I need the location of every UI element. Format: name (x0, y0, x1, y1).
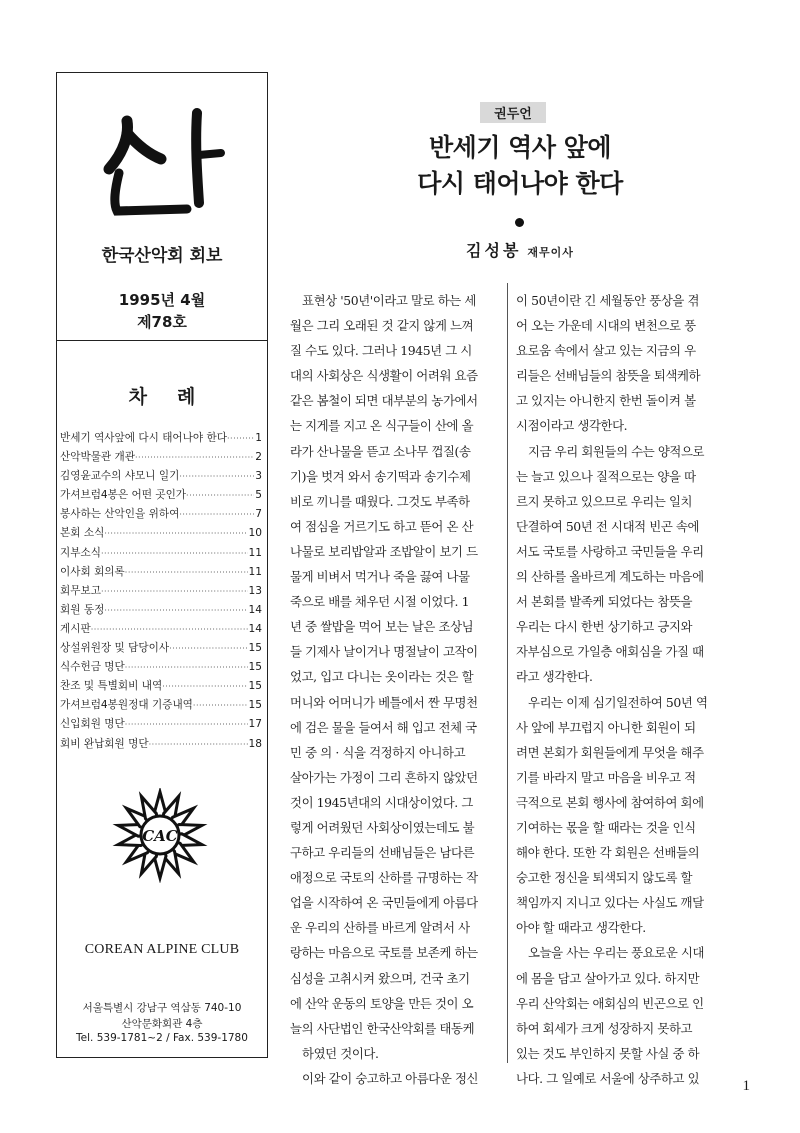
article-line: 들 기제사 날이거나 명절날이 고작이 (290, 644, 478, 660)
toc-entry-title: 가셔브럼4봉원정대 기증내역 (60, 699, 193, 712)
toc-entry (60, 659, 262, 678)
toc-entry-title: 찬조 및 특별회비 내역 (60, 680, 163, 693)
toc-entry-title: 본회 소식 (60, 527, 105, 540)
toc-entry-title: 회비 완납회원 명단 (60, 737, 149, 750)
toc-entry (60, 564, 262, 583)
toc-entry (60, 430, 262, 449)
article-line: 는 늘고 있으나 질적으로는 양을 따 (516, 468, 696, 484)
article-line: 민 중 의 · 식을 걱정하지 아니하고 (290, 744, 466, 760)
toc-leader-dots (186, 489, 254, 501)
article-line: 이와 같이 숭고하고 아름다운 정신 (302, 1070, 479, 1086)
club-english-name: COREAN ALPINE CLUB (84, 942, 240, 957)
article-line: 시점이라고 생각한다. (516, 418, 628, 434)
article-line: 늘의 사단법인 한국산악회를 태동케 (290, 1020, 475, 1036)
toc-entry-page: 18 (248, 737, 262, 750)
article-line: 사 앞에 부끄럽지 아니한 회원이 되 (516, 719, 696, 735)
toc-entry-page: 11 (248, 546, 262, 559)
article-line: 책임까지 지니고 있다는 사실도 깨달 (516, 895, 704, 911)
mountain-calligraphy-logo (99, 103, 229, 223)
issue-number: 제78호 (137, 313, 187, 331)
article-line: 서도 국토를 사랑하고 국민들을 우리 (516, 543, 704, 559)
article-line: 업을 시작하여 온 국민들에게 아름다 (290, 895, 478, 911)
toc-entry-page: 5 (255, 489, 262, 502)
page-number: 1 (742, 1078, 750, 1094)
toc-leader-dots (104, 604, 247, 616)
article-line: 것이 1945년대의 시대상이었다. 그 (290, 794, 473, 810)
toc-entry-page: 15 (248, 699, 262, 712)
article-line: 애정으로 국토의 산하를 규명하는 작 (290, 870, 478, 886)
address-line-3: Tel. 539-1781~2 / Fax. 539-1780 (76, 1032, 248, 1044)
toc-entry-title: 회무보고 (60, 584, 101, 597)
toc-leader-dots (101, 547, 248, 559)
article-line: 르지 못하고 있으므로 우리는 일치 (516, 493, 693, 509)
toc-entry-title: 김영윤교수의 샤모니 일기 (60, 470, 180, 483)
article-line: 숭고한 정신을 퇴색되지 않도록 할 (516, 870, 693, 886)
toc-entry (60, 621, 262, 640)
article-line: 지금 우리 회원들의 수는 양적으로 (528, 443, 705, 459)
toc-entry-page: 15 (248, 642, 262, 655)
article-line: 우리는 이제 심기일전하여 50년 역 (528, 694, 708, 710)
article-line: 자부심으로 가일층 애회심을 가질 때 (516, 644, 704, 660)
toc-entry-page: 1 (255, 432, 262, 444)
article-line: 월은 그리 오래된 것 같지 않게 느껴 (290, 318, 474, 334)
toc-leader-dots (91, 623, 248, 635)
toc-entry (60, 583, 262, 602)
section-kicker: 권두언 (480, 102, 546, 123)
toc-entry-page: 14 (248, 603, 262, 616)
toc-entry-page: 13 (248, 584, 262, 597)
bullet-dot (515, 218, 524, 227)
toc-entry (60, 487, 262, 506)
article-line: 오늘을 사는 우리는 풍요로운 시대 (528, 945, 705, 961)
toc-entry (60, 468, 262, 487)
toc-entry-title: 상설위원장 및 담당이사 (60, 642, 170, 655)
author-name: 김성봉 (466, 241, 522, 260)
toc-entry-page: 17 (248, 718, 262, 731)
author-role: 재무이사 (527, 246, 574, 259)
article-line: 랑하는 마음으로 국토를 보존케 하는 (290, 945, 478, 961)
toc-leader-dots (125, 566, 248, 578)
article-line: 구하고 우리들의 선배님들은 남다른 (290, 845, 475, 861)
toc-entry-title: 식수헌금 명단 (60, 661, 125, 674)
toc-entry (60, 449, 262, 468)
toc-leader-dots (101, 585, 248, 597)
article-line: 라가 산나물을 뜯고 소나무 껍질(송 (290, 443, 471, 459)
toc-leader-dots (227, 432, 254, 444)
toc-entry-title: 반세기 역사앞에 다시 태어나야 한다 (60, 432, 227, 444)
article-line: 운 우리의 산하를 바르게 알려서 사 (290, 920, 470, 936)
toc-entry (60, 678, 262, 697)
article-line: 기를 바라지 말고 마음을 비우고 적 (516, 769, 696, 785)
toc-entry-title: 이사회 회의록 (60, 565, 125, 578)
toc-entry-page: 15 (248, 661, 262, 674)
article-line: 극적으로 본회 행사에 참여하여 회에 (516, 794, 704, 810)
article-line: 여 점심을 거르기도 하고 뜯어 온 산 (290, 518, 474, 534)
article-line: 고 있지는 아니한지 한번 돌이켜 볼 (516, 393, 696, 409)
cac-emblem-icon (110, 788, 210, 883)
toc-entry-page: 15 (248, 680, 262, 693)
article-line: 아야 할 때라고 생각한다. (516, 920, 646, 936)
toc-entry-title: 게시판 (60, 622, 91, 635)
article-line: 우리 산악회는 애회심의 빈곤으로 인 (516, 995, 704, 1011)
toc-entry (60, 506, 262, 525)
article-column-left (290, 288, 495, 1091)
article-line: 요로움 속에서 살고 있는 지금의 우 (516, 343, 696, 359)
table-of-contents (60, 430, 262, 755)
article-line: 죽으로 배를 채우던 시절 이었다. 1 (290, 594, 470, 610)
article-line: 우리는 다시 한번 상기하고 긍지와 (516, 619, 693, 635)
toc-leader-dots (125, 718, 248, 730)
byline (410, 238, 630, 261)
article-line: 었고, 입고 다니는 옷이라는 것은 할 (290, 669, 474, 685)
address-line-1: 서울특별시 강남구 역삼동 740-10 (82, 1002, 242, 1014)
article-line: 에 산악 운동의 토양을 만든 것이 오 (290, 995, 474, 1011)
article-line: 나물로 보리밥알과 조밥알이 보기 드 (290, 543, 478, 559)
article-line: 비로 끼니를 때웠다. 그것도 부족하 (290, 493, 470, 509)
headline-line-1: 반세기 역사 앞에 (429, 133, 611, 162)
article-line: 기여하는 몫을 할 때라는 것을 인식 (516, 819, 696, 835)
article-line: 하여 회세가 크게 성장하지 못하고 (516, 1020, 693, 1036)
toc-entry (60, 602, 262, 621)
club-name: 한국산악회 회보 (101, 246, 223, 266)
toc-entry-page: 10 (248, 527, 262, 540)
article-line: 라고 생각한다. (516, 669, 593, 685)
toc-entry-page: 11 (248, 565, 262, 578)
toc-entry (60, 736, 262, 755)
article-line: 있는 것도 부인하지 못할 사실 중 하 (516, 1045, 700, 1061)
address-line-2: 산악문화회관 4층 (121, 1018, 203, 1030)
toc-entry (60, 697, 262, 716)
article-line: 질 수도 있다. 그러나 1945년 그 시 (290, 343, 472, 359)
article-line: 표현상 '50년'이라고 말로 하는 세 (302, 293, 476, 308)
toc-entry (60, 640, 262, 659)
article-line: 머니와 어머니가 베틀에서 짠 무명천 (290, 694, 478, 710)
toc-leader-dots (149, 738, 248, 750)
toc-entry-title: 봉사하는 산악인을 위하여 (60, 508, 180, 521)
toc-entry-page: 7 (255, 508, 262, 521)
toc-entry (60, 545, 262, 564)
toc-entry-page: 2 (255, 451, 262, 464)
article-line: 나다. 그 일예로 서울에 상주하고 있 (516, 1070, 700, 1086)
article-line: 심성을 고취시켜 왔으며, 건국 초기 (290, 970, 470, 986)
article-line: 단결하여 50년 전 시대적 빈곤 속에 (516, 518, 700, 534)
toc-entry-title: 가셔브럼4봉은 어떤 곳인가 (60, 489, 187, 502)
toc-entry-title: 지부소식 (60, 546, 101, 559)
emblem-text: CAC (142, 827, 178, 845)
article-line: 기)을 벗겨 와서 송기떡과 송기수제 (290, 468, 471, 484)
toc-entry (60, 525, 262, 544)
issue-date: 1995년 4월 (118, 291, 206, 309)
toc-entry-page: 3 (255, 470, 262, 483)
column-divider (507, 283, 508, 1063)
article-line: 어 오는 가운데 시대의 변천으로 풍 (516, 318, 696, 334)
toc-leader-dots (135, 451, 254, 463)
toc-title: 차례 (128, 386, 226, 408)
article-line: 려면 본회가 회원들에게 무엇을 해주 (516, 744, 704, 760)
toc-leader-dots (104, 527, 247, 539)
article-line: 하였던 것이다. (302, 1045, 379, 1061)
toc-entry-title: 산악박물관 개관 (60, 451, 136, 464)
toc-entry-page: 14 (248, 622, 262, 635)
article-line: 서 본회를 발족케 되었다는 참뜻을 (516, 594, 693, 610)
article-line: 의 산하를 올바르게 계도하는 마음에 (516, 569, 704, 585)
article-line: 물게 비벼서 먹거나 죽을 끓여 나물 (290, 569, 470, 585)
toc-leader-dots (162, 680, 247, 692)
toc-leader-dots (179, 508, 254, 520)
toc-leader-dots (125, 661, 248, 673)
toc-entry (60, 716, 262, 735)
article-line: 같은 봄철이 되면 대부분의 농가에서 (290, 393, 478, 409)
toc-leader-dots (193, 699, 248, 711)
toc-entry-title: 회원 동정 (60, 603, 105, 616)
article-line: 에 몸을 담고 살아가고 있다. 하지만 (516, 970, 700, 986)
article-line: 에 검은 물을 들여서 해 입고 전체 국 (290, 719, 477, 735)
article-line: 년 중 쌀밥을 먹어 보는 날은 조상님 (290, 619, 474, 635)
article-line: 살아가는 가정이 그리 흔하지 않았던 (290, 769, 478, 785)
article-line: 렇게 어려웠던 사회상이였는데도 불 (290, 819, 475, 835)
article-column-right (516, 288, 721, 1091)
toc-leader-dots (169, 642, 247, 654)
article-line: 는 지게를 지고 온 식구들이 산에 올 (290, 418, 474, 434)
article-line: 해야 한다. 또한 각 회원은 선배들의 (516, 845, 700, 861)
article-line: 이 50년이란 긴 세월동안 풍상을 겪 (516, 293, 700, 308)
headline-line-2: 다시 태어나야 한다 (417, 169, 623, 198)
article-line: 대의 사회상은 식생활이 어려워 요즘 (290, 368, 478, 384)
toc-entry-title: 신입회원 명단 (60, 718, 125, 731)
article-line: 리들은 선배님들의 참뜻을 퇴색케하 (516, 368, 701, 384)
masthead (57, 73, 267, 341)
toc-leader-dots (179, 470, 254, 482)
